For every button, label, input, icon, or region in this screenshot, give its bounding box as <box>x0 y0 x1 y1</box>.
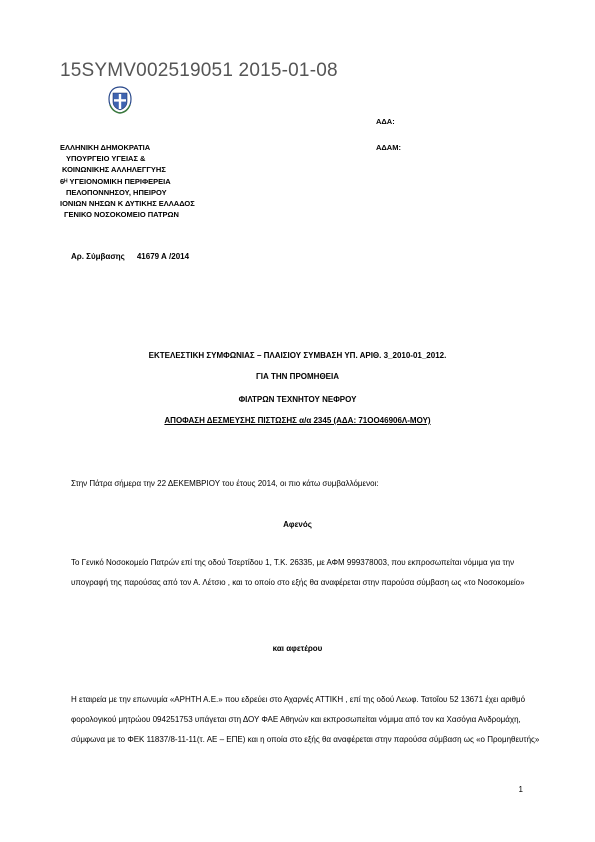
coat-of-arms-icon <box>106 85 134 115</box>
contract-number-line <box>71 252 189 261</box>
document-stamp: 15SYMV002519051 2015-01-08 <box>60 60 338 81</box>
contract-label: Αρ. Σύμβασης <box>71 252 125 261</box>
heading-title: ΕΚΤΕΛΕΣΤΙΚΗ ΣΥΜΦΩΝΙΑΣ – ΠΛΑΙΣΙΟΥ ΣΥΜΒΑΣΗ ΥΠ. ΑΡΙΘ. 3_2010-01_2012. <box>148 351 447 360</box>
heading-subtitle: ΓΙΑ ΤΗΝ ΠΡΟΜΗΘΕΙΑ <box>255 372 340 381</box>
ada-label: ΑΔΑ: <box>376 117 395 126</box>
heading-product: ΦΙΛΤΡΩΝ ΤΕΧΝΗΤΟΥ ΝΕΦΡΟΥ <box>238 395 357 404</box>
page-number: 1 <box>518 785 523 794</box>
party-one-heading: Αφενός <box>283 520 312 529</box>
org-line: ΥΠΟΥΡΓΕΙΟ ΥΓΕΙΑΣ & <box>66 154 146 164</box>
party-two-heading: και αφετέρου <box>272 644 323 653</box>
org-line: ΕΛΛΗΝΙΚΗ ΔΗΜΟΚΡΑΤΙΑ <box>60 143 151 152</box>
adam-label: ΑΔΑΜ: <box>376 143 401 152</box>
org-line: 6ᴴ ΥΓΕΙΟΝΟΜΙΚΗ ΠΕΡΙΦΕΡΕΙΑ <box>60 176 171 186</box>
decision-line: ΑΠΟΦΑΣΗ ΔΕΣΜΕΥΣΗΣ ΠΙΣΤΩΣΗΣ α/α 2345 (ΑΔΑ: 71ΟΟ46906Λ-ΜΟΥ) <box>164 416 431 425</box>
org-line: ΚΟΙΝΩΝΙΚΗΣ ΑΛΛΗΛΕΓΓΥΗΣ <box>62 165 166 175</box>
party-two-paragraph: Η εταιρεία με την επωνυμία «ΑΡΗΤΗ Α.Ε.» που εδρεύει στο Αχαρνές ΑΤΤΙΚΗ , επί της οδού Λεωφ. Τατοΐου 52 13671 έχει αριθμό φορολογικού μητρώου 094251753 υπάγεται στη ΔΟΥ ΦΑΕ Αθηνών και εκπροσωπείται νόμιμα από τον κα Χασόγια Ανδρομάχη, σύμφωνα με το ΦΕΚ 11837/8-11-11(τ. ΑΕ – ΕΠΕ) και η οποία στο εξής θα αναφέρεται στην παρούσα σύμβαση ως «ο Προμηθευτής» <box>71 695 540 744</box>
org-line: ΠΕΛΟΠΟΝΝΗΣΟΥ, ΗΠΕΙΡΟΥ <box>66 187 167 197</box>
issuing-authority-block <box>60 142 195 220</box>
contract-number: 41679 Α /2014 <box>136 252 190 261</box>
party-one-paragraph: Το Γενικό Νοσοκομείο Πατρών επί της οδού Τσερτίδου 1, Τ.Κ. 26335, με ΑΦΜ 999378003, που εκπροσωπείται νόμιμα για την υπογραφή της παρούσας από τον Α. Λέτσιο , και το οποίο στο εξής θα αναφέρεται στην παρούσα σύμβαση ως «το Νοσοκομείο» <box>71 558 525 587</box>
org-line: ΙΟΝΙΩΝ ΝΗΣΩΝ Κ ΔΥΤΙΚΗΣ ΕΛΛΑΔΟΣ <box>60 199 195 209</box>
org-line: ΓΕΝΙΚΟ ΝΟΣΟΚΟΜΕΙΟ ΠΑΤΡΩΝ <box>64 210 179 220</box>
intro-paragraph: Στην Πάτρα σήμερα την 22 ΔΕΚΕΜΒΡΙΟΥ του έτους 2014, οι πιο κάτω συμβαλλόμενοι: <box>71 479 379 488</box>
